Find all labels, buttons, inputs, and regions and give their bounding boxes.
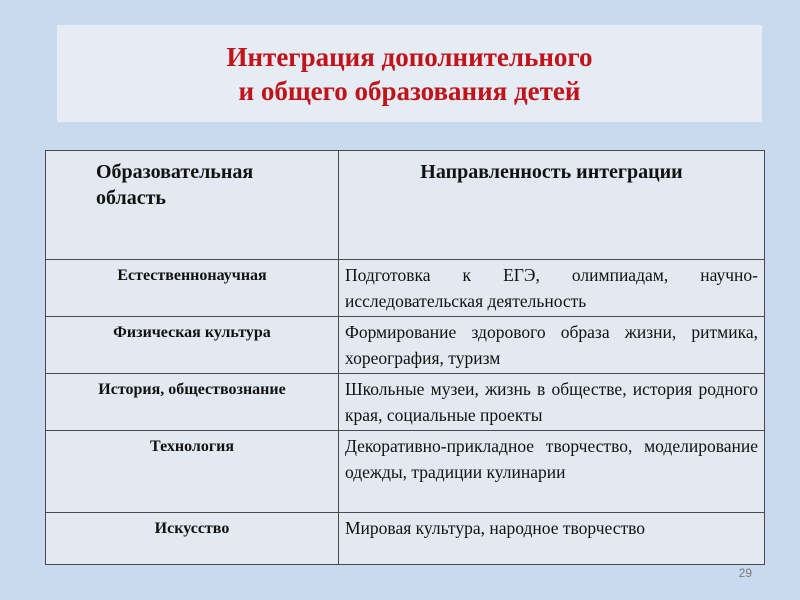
area-cell: Естественнонаучная	[46, 260, 339, 317]
title-box	[57, 25, 762, 122]
area-cell: Искусство	[46, 513, 339, 565]
table-row	[46, 374, 765, 431]
area-cell: Технология	[46, 431, 339, 513]
direction-cell: Мировая культура, народное творчество	[339, 513, 765, 565]
table-row	[46, 513, 765, 565]
table-row	[46, 260, 765, 317]
direction-cell: Подготовка к ЕГЭ, олимпиадам, научно-исследовательская деятельность	[339, 260, 765, 317]
page-number: 29	[738, 566, 752, 580]
direction-cell: Школьные музеи, жизнь в обществе, история родного края, социальные проекты	[339, 374, 765, 431]
table-row	[46, 431, 765, 513]
slide-title-line-2: и общего образования детей	[238, 75, 581, 106]
direction-cell: Формирование здорового образа жизни, ритмика, хореография, туризм	[339, 317, 765, 374]
header-integration-direction: Направленность интеграции	[339, 151, 765, 260]
integration-table	[45, 150, 765, 565]
table-row	[46, 317, 765, 374]
header-educational-area: Образовательная область	[46, 151, 339, 260]
area-cell: История, обществознание	[46, 374, 339, 431]
area-cell: Физическая культура	[46, 317, 339, 374]
table-header-row	[46, 151, 765, 260]
slide-title-line-1: Интеграция дополнительного	[226, 41, 593, 72]
direction-cell: Декоративно-прикладное творчество, моделирование одежды, традиции кулинарии	[339, 431, 765, 513]
